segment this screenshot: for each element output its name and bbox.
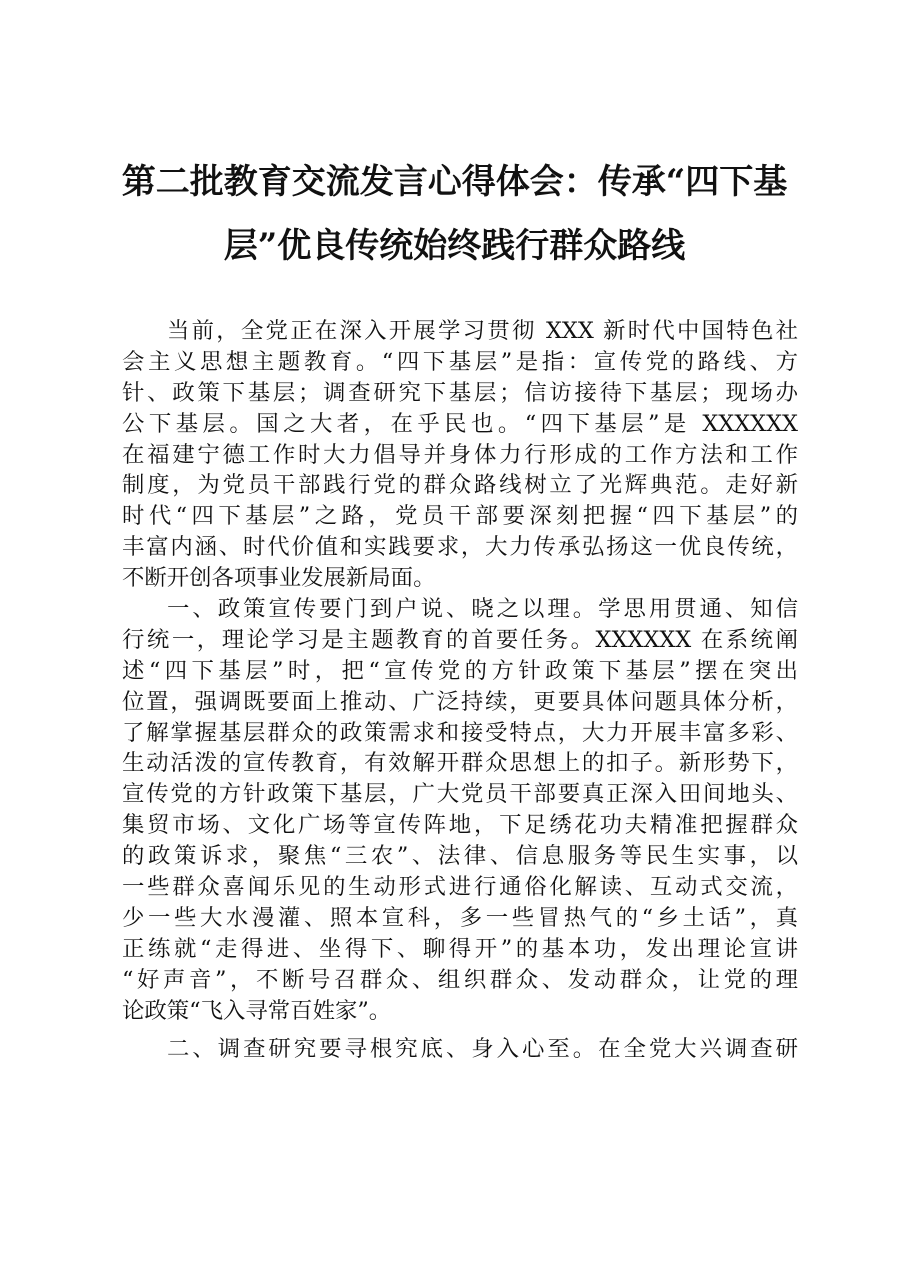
text-line: “好声音”，不断号召群众、组织群众、发动群众，让党的理	[122, 966, 798, 993]
text-line: 一、政策宣传要门到户说、晓之以理。学思用贯通、知信	[167, 596, 798, 623]
text-line: 当前，全党正在深入开展学习贯彻 XXX 新时代中国特色社	[167, 318, 798, 344]
paragraph-section-1	[122, 594, 798, 1026]
text-line: 不断开创各项事业发展新局面。	[122, 565, 436, 592]
text-line: 宣传党的方针政策下基层，广大党员干部要真正深入田间地头、	[122, 781, 798, 808]
text-line: 在福建宁德工作时大力倡导并身体力行形成的工作方法和工作	[122, 441, 798, 468]
text-line: 针、政策下基层；调查研究下基层；信访接待下基层；现场办	[122, 379, 798, 406]
paragraph-section-2	[122, 1034, 798, 1065]
text-line: 位置，强调既要面上推动、广泛持续，更要具体问题具体分析，	[122, 688, 798, 715]
text-line: 少一些大水漫灌、照本宣科，多一些冒热气的“乡土话”，真	[122, 904, 798, 931]
text-line: 的政策诉求，聚焦“三农”、法律、信息服务等民生实事，以	[122, 843, 798, 870]
text-line: 制度，为党员干部践行党的群众路线树立了光辉典范。走好新	[122, 472, 798, 499]
text-line: 行统一，理论学习是主题教育的首要任务。XXXXXX 在系统阐	[122, 626, 798, 653]
text-line: 公下基层。国之大者，在乎民也。“四下基层”是 XXXXXX	[122, 410, 798, 437]
text-line: 论政策“飞入寻常百姓家”。	[122, 997, 392, 1024]
text-line: 一些群众喜闻乐见的生动形式进行通俗化解读、互动式交流，	[122, 874, 798, 901]
text-line: 会主义思想主题教育。“四下基层”是指：宣传党的路线、方	[122, 348, 798, 375]
document-title	[100, 150, 809, 278]
text-line: 时代“四下基层”之路，党员干部要深刻把握“四下基层”的	[122, 503, 798, 530]
text-line: 集贸市场、文化广场等宣传阵地，下足绣花功夫精准把握群众	[122, 812, 798, 839]
paragraph-spacer	[122, 1026, 798, 1034]
text-line: 了解掌握基层群众的政策需求和接受特点，大力开展丰富多彩、	[122, 719, 798, 746]
title-line-2: 层”优良传统始终践行群众路线	[223, 226, 686, 266]
text-line: 正练就“走得进、坐得下、聊得开”的基本功，发出理论宣讲	[122, 935, 798, 962]
paragraph-intro	[122, 316, 798, 594]
text-line: 述“四下基层”时，把“宣传党的方针政策下基层”摆在突出	[122, 657, 798, 684]
document-body	[122, 316, 798, 1065]
text-line: 二、调查研究要寻根究底、身入心至。在全党大兴调查研	[167, 1036, 798, 1063]
text-line: 生动活泼的宣传教育，有效解开群众思想上的扣子。新形势下，	[122, 750, 798, 777]
title-line-1: 第二批教育交流发言心得体会：传承“四下基	[121, 162, 788, 202]
text-line: 丰富内涵、时代价值和实践要求，大力传承弘扬这一优良传统，	[122, 534, 798, 561]
